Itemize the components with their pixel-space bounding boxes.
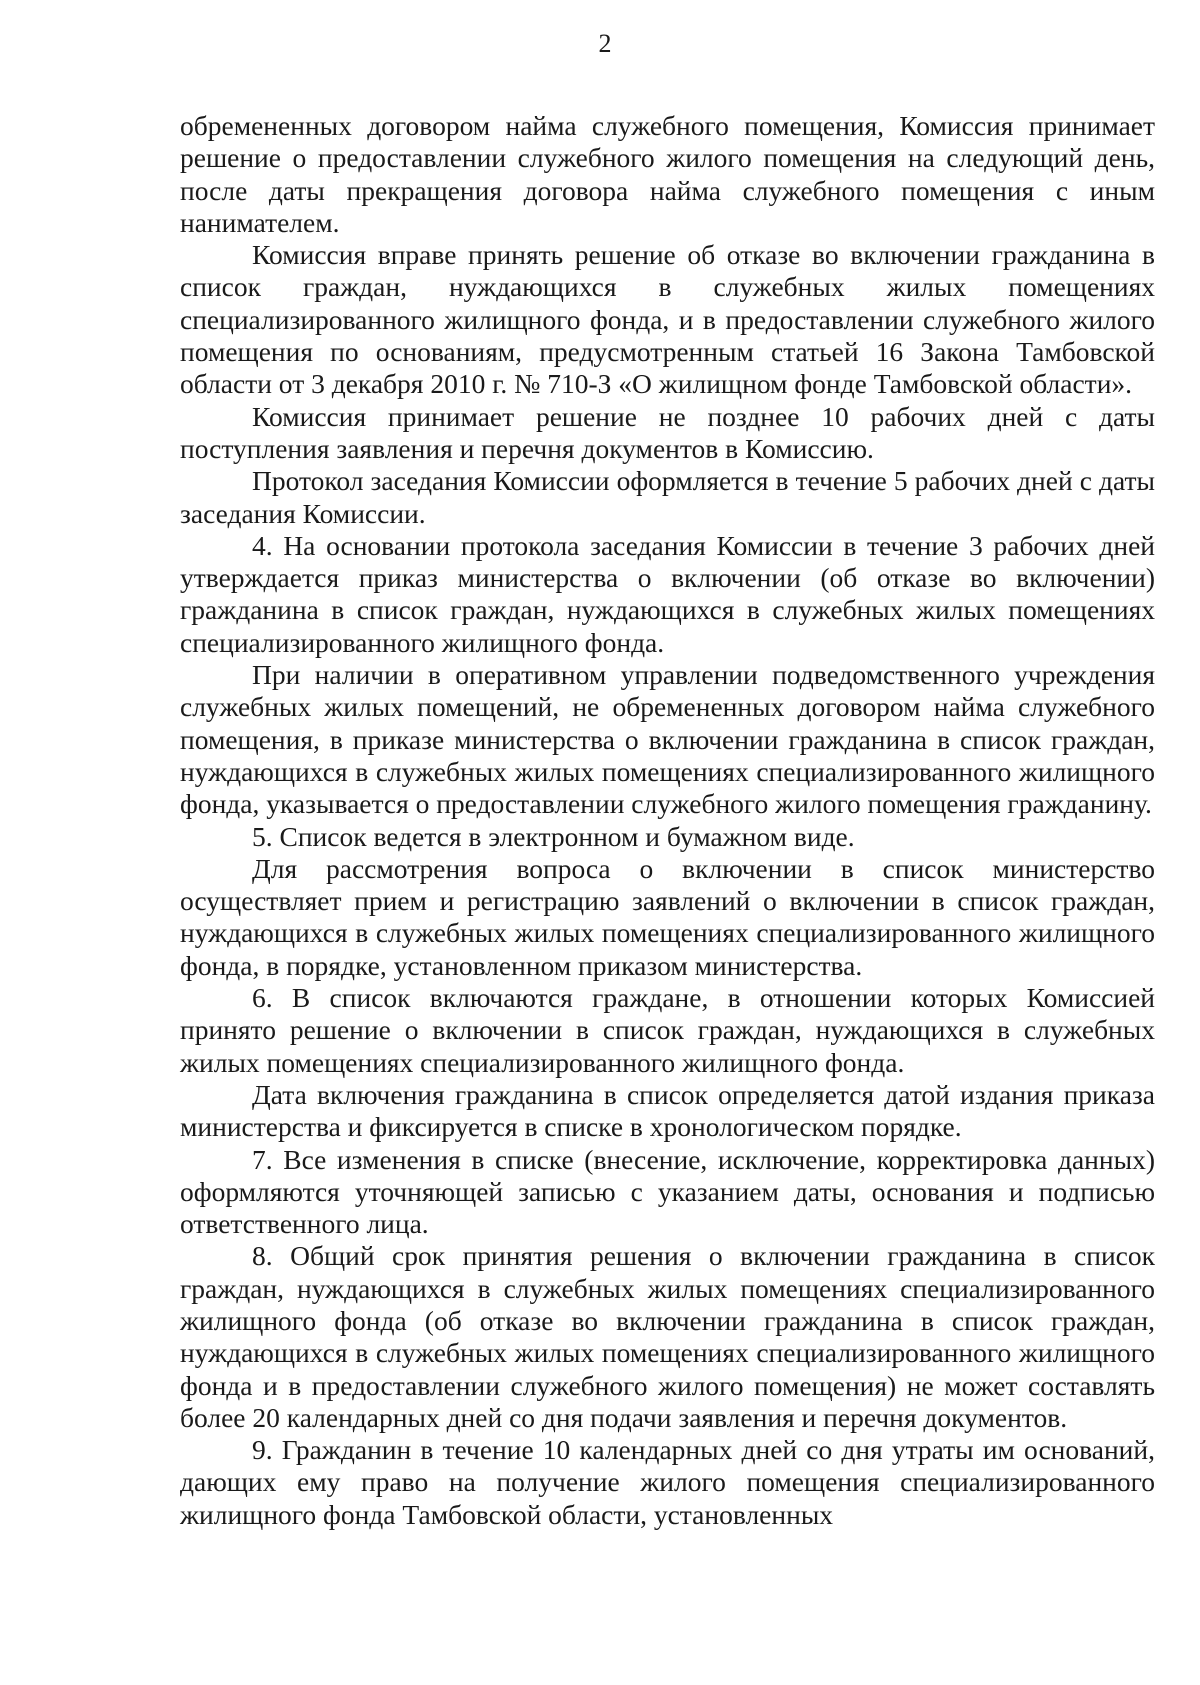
paragraph-5: 4. На основании протокола заседания Комиссии в течение 3 рабочих дней утверждается приказ министерства о включении (об отказе во включении) гражданина в список граждан, нуждающихся в служебных жилых помещениях специализированного жилищного фонда.	[180, 529, 1155, 658]
paragraph-3: Комиссия принимает решение не позднее 10 рабочих дней с даты поступления заявления и перечня документов в Комиссию.	[180, 400, 1155, 464]
page-number: 2	[598, 29, 612, 58]
paragraph-8: Для рассмотрения вопроса о включении в список министерство осуществляет прием и регистрацию заявлений о включении в список граждан, нуждающихся в служебных жилых помещениях специализированного жилищного фонда, в порядке, установленном приказом министерства.	[180, 852, 1155, 981]
paragraph-7: 5. Список ведется в электронном и бумажном виде.	[252, 820, 855, 852]
paragraph-1: обремененных договором найма служебного помещения, Комиссия принимает решение о предоставлении служебного жилого помещения на следующий день, после даты прекращения договора найма служебного помещения с иным нанимателем.	[180, 110, 1155, 238]
paragraph-11: 7. Все изменения в списке (внесение, исключение, корректировка данных) оформляются уточняющей записью с указанием даты, основания и подписью ответственного лица.	[180, 1143, 1155, 1240]
paragraph-9: 6. В список включаются граждане, в отношении которых Комиссией принято решение о включении в список граждан, нуждающихся в служебных жилых помещениях специализированного жилищного фонда.	[180, 982, 1155, 1078]
paragraph-6: При наличии в оперативном управлении подведомственного учреждения служебных жилых помещений, не обремененных договором найма служебного помещения, в приказе министерства о включении гражданина в список граждан, нуждающихся в служебных жилых помещениях специализированного жилищного фонда, указывается о предоставлении служебного жилого помещения гражданину.	[180, 659, 1155, 820]
paragraph-10: Дата включения гражданина в список определяется датой издания приказа министерства и фиксируется в списке в хронологическом порядке.	[180, 1078, 1155, 1143]
document-body	[180, 110, 1155, 1531]
paragraph-4: Протокол заседания Комиссии оформляется в течение 5 рабочих дней с даты заседания Комиссии.	[180, 465, 1155, 529]
paragraph-13: 9. Гражданин в течение 10 календарных дней со дня утраты им оснований, дающих ему право на получение жилого помещения специализированного жилищного фонда Тамбовской области, установленных	[180, 1434, 1155, 1530]
paragraph-2: Комиссия вправе принять решение об отказе во включении гражданина в список граждан, нуждающихся в служебных жилых помещениях специализированного жилищного фонда, и в предоставлении служебного жилого помещения по основаниям, предусмотренным статьей 16 Закона Тамбовской области от 3 декабря 2010 г. № 710-З «О жилищном фонде Тамбовской области».	[180, 239, 1155, 400]
paragraph-12: 8. Общий срок принятия решения о включении гражданина в список граждан, нуждающихся в служебных жилых помещениях специализированного жилищного фонда (об отказе во включении гражданина в список граждан, нуждающихся в служебных жилых помещениях специализированного жилищного фонда и в предоставлении служебного жилого помещения) не может составлять более 20 календарных дней со дня подачи заявления и перечня документов.	[180, 1240, 1155, 1433]
